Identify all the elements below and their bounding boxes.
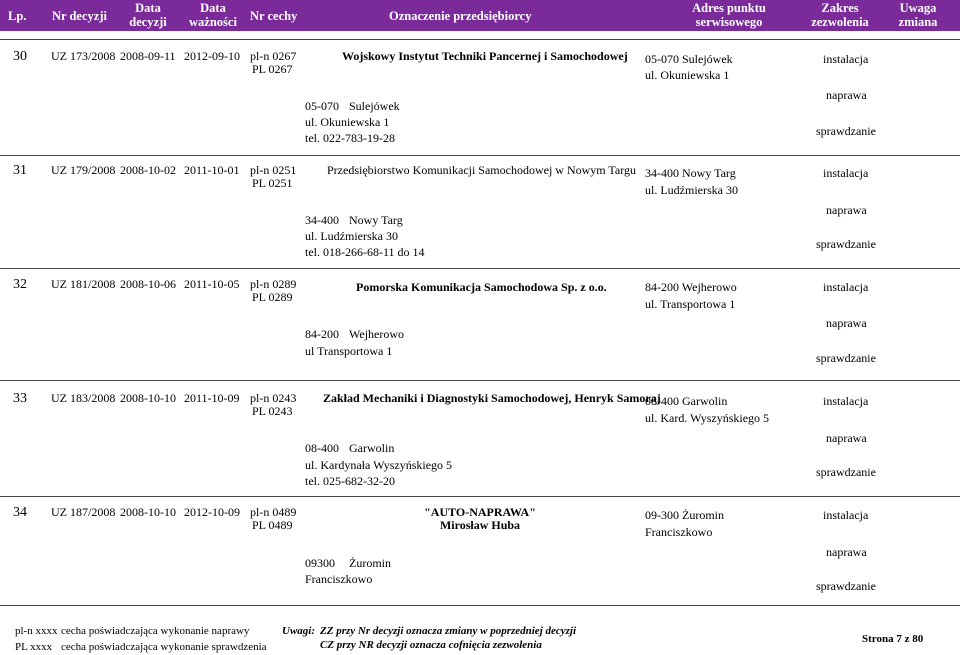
record-siedziba-kod: 09300 [305,556,335,570]
record-nazwa: "AUTO-NAPRAWA" [424,505,536,519]
header-lp: Lp. [8,9,27,23]
record-punkt-miasto: 84-200 Wejherowo [645,280,737,294]
record-punkt-ulica: ul. Transportowa 1 [645,297,736,311]
record-siedziba-kod: 08-400 [305,441,339,455]
record-data-decyzji: 2008-10-10 [120,391,176,405]
header-zakres [806,1,874,29]
row-separator [0,496,960,497]
record-nr-decyzji: UZ 187/2008 [51,505,116,519]
record-zakres-naprawa: naprawa [826,431,867,445]
record-punkt-miasto: 08-400 Garwolin [645,394,728,408]
row-separator [0,268,960,269]
legend-desc-sprawdzenia: cecha poświadczająca wykonanie sprawdzenia [61,641,267,653]
record-cecha-sprawdzenia: PL 0489 [252,518,293,532]
record-cecha-naprawy: pl-n 0267 [250,49,297,63]
header-data-waznosci-line2: ważności [189,15,237,29]
record-data-waznosci: 2012-10-09 [184,505,240,519]
record-cecha-sprawdzenia: PL 0243 [252,404,293,418]
record-data-waznosci: 2011-10-01 [184,163,240,177]
legend-code-naprawy: pl-n xxxx [15,625,58,637]
record-nr-decyzji: UZ 179/2008 [51,163,116,177]
record-punkt-ulica: ul. Okuniewska 1 [645,68,730,82]
record-nazwa: Pomorska Komunikacja Samochodowa Sp. z o.o. [356,280,607,294]
record-nr-decyzji: UZ 183/2008 [51,391,116,405]
record-zakres-instalacja: instalacja [823,52,869,66]
record-cecha-sprawdzenia: PL 0267 [252,62,293,76]
header-adres-punktu-line2: serwisowego [695,15,763,29]
record-zakres-sprawdzanie: sprawdzanie [816,237,876,251]
record-zakres-sprawdzanie: sprawdzanie [816,579,876,593]
header-uwaga-line1: Uwaga [899,1,937,15]
record-punkt-miasto: 05-070 Sulejówek [645,52,733,66]
header-uwaga [890,1,946,29]
record-punkt-miasto: 34-400 Nowy Targ [645,166,736,180]
record-zakres-sprawdzanie: sprawdzanie [816,124,876,138]
record-zakres-sprawdzanie: sprawdzanie [816,465,876,479]
page-number: Strona 7 z 80 [862,633,924,645]
record-cecha-sprawdzenia: PL 0289 [252,290,293,304]
record-cecha-naprawy: pl-n 0251 [250,163,297,177]
record-data-decyzji: 2008-09-11 [120,49,176,63]
header-adres-punktu-line1: Adres punktu [692,1,766,15]
record-zakres-instalacja: instalacja [823,166,869,180]
record-siedziba-ulica: ul. Ludźmierska 30 [305,229,398,243]
record-zakres-instalacja: instalacja [823,394,869,408]
record-siedziba-miasto: Garwolin [349,441,395,455]
record-data-decyzji: 2008-10-02 [120,163,176,177]
record-zakres-naprawa: naprawa [826,203,867,217]
record-nazwa: Zakład Mechaniki i Diagnostyki Samochodowej, Henryk Samoraj [323,391,661,405]
header-adres-punktu [674,1,784,29]
record-zakres-naprawa: naprawa [826,316,867,330]
row-separator [0,39,960,40]
uwagi-cz: CZ przy NR decyzji oznacza cofnięcia zezwolenia [320,639,542,651]
record-lp: 31 [13,163,27,178]
record-siedziba-miasto: Sulejówek [349,99,400,113]
record-siedziba-telefon: tel. 025-682-32-20 [305,474,395,488]
record-data-waznosci: 2011-10-05 [184,277,240,291]
record-siedziba-kod: 05-070 [305,99,339,113]
record-data-waznosci: 2011-10-09 [184,391,240,405]
record-nazwa-line2: Mirosław Huba [439,518,521,532]
row-separator [0,155,960,156]
record-siedziba-ulica: ul. Okuniewska 1 [305,115,390,129]
record-data-waznosci: 2012-09-10 [184,49,240,63]
record-cecha-naprawy: pl-n 0489 [250,505,297,519]
header-oznaczenie: Oznaczenie przedsiębiorcy [389,9,532,23]
record-lp: 33 [13,391,27,406]
uwagi-zz: ZZ przy Nr decyzji oznacza zmiany w poprzedniej decyzji [320,625,577,637]
record-data-decyzji: 2008-10-06 [120,277,176,291]
header-nr-cechy: Nr cechy [250,9,298,23]
table-header [0,0,960,31]
header-zakres-line1: Zakres [821,1,859,15]
header-zakres-line2: zezwolenia [811,15,869,29]
record-lp: 34 [13,505,27,520]
record-siedziba-kod: 84-200 [305,327,339,341]
record-zakres-naprawa: naprawa [826,88,867,102]
record-siedziba-telefon: tel. 018-266-68-11 do 14 [305,245,425,259]
record-nazwa: Wojskowy Instytut Techniki Pancernej i Samochodowej [342,49,628,63]
row-separator [0,380,960,381]
record-punkt-ulica: ul. Ludźmierska 30 [645,183,738,197]
record-nr-decyzji: UZ 181/2008 [51,277,116,291]
record-siedziba-ulica: ul. Kardynała Wyszyńskiego 5 [305,458,453,472]
record-lp: 32 [13,277,27,292]
legend-desc-naprawy: cecha poświadczająca wykonanie naprawy [61,625,250,637]
record-zakres-naprawa: naprawa [826,545,867,559]
record-punkt-ulica: ul. Kard. Wyszyńskiego 5 [645,411,770,425]
header-uwaga-line2: zmiana [898,15,938,29]
row-separator [0,605,960,606]
record-siedziba-miasto: Żuromin [349,556,391,570]
record-nr-decyzji: UZ 173/2008 [51,49,116,63]
record-siedziba-ulica: Franciszkowo [305,572,373,586]
record-siedziba-miasto: Wejherowo [349,327,405,341]
record-zakres-instalacja: instalacja [823,508,869,522]
header-data-waznosci [188,1,238,29]
record-cecha-naprawy: pl-n 0289 [250,277,297,291]
record-siedziba-ulica: ul Transportowa 1 [305,344,393,358]
header-data-decyzji-line2: decyzji [129,15,167,29]
record-cecha-sprawdzenia: PL 0251 [252,176,293,190]
uwagi-label: Uwagi: [282,625,315,637]
record-zakres-sprawdzanie: sprawdzanie [816,351,876,365]
record-siedziba-telefon: tel. 022-783-19-28 [305,131,395,145]
record-cecha-naprawy: pl-n 0243 [250,391,297,405]
record-lp: 30 [13,49,27,64]
header-data-decyzji [128,1,168,29]
legend-code-sprawdzenia: PL xxxx [15,641,53,653]
record-nazwa: Przedsiębiorstwo Komunikacji Samochodowej w Nowym Targu [327,163,637,177]
header-data-waznosci-line1: Data [200,1,226,15]
record-punkt-ulica: Franciszkowo [645,525,713,539]
header-nr-decyzji: Nr decyzji [52,9,107,23]
record-punkt-miasto: 09-300 Żuromin [645,508,724,522]
header-data-decyzji-line1: Data [135,1,161,15]
record-siedziba-miasto: Nowy Targ [349,213,403,227]
record-siedziba-kod: 34-400 [305,213,339,227]
record-data-decyzji: 2008-10-10 [120,505,176,519]
record-zakres-instalacja: instalacja [823,280,869,294]
